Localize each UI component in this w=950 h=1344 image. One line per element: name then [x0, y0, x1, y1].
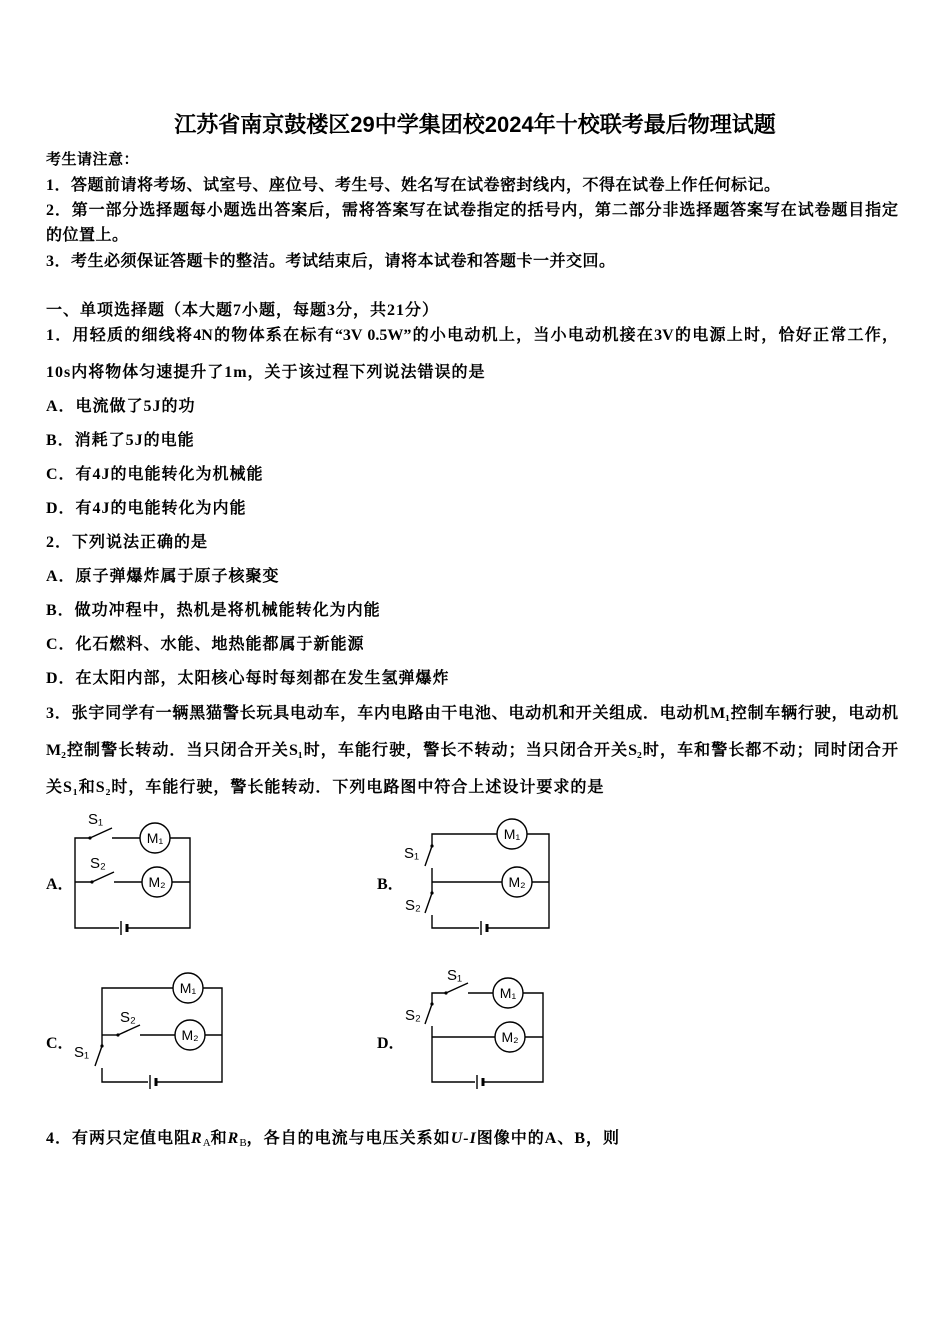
question-4-and: 和 — [210, 1130, 228, 1147]
question-3-option-d-letter: D． — [377, 1035, 405, 1052]
question-3-option-b-letter: B． — [377, 876, 404, 893]
wire — [432, 834, 497, 846]
motor-m1-label: M₁ — [503, 826, 521, 842]
page-title: 江苏省南京鼓楼区29中学集团校2024年十校联考最后物理试题 — [174, 112, 776, 137]
resistor-b-symbol: R — [227, 1130, 240, 1147]
motor-m1-label: M₁ — [499, 985, 517, 1001]
switch-s1-pivot — [444, 991, 447, 994]
question-2-option-b: B．做功冲程中，热机是将机械能转化为内能 — [46, 602, 381, 619]
circuit-d — [405, 967, 543, 1089]
switch-s2-lever — [425, 1004, 432, 1024]
question-3-option-c-letter: C． — [46, 1035, 74, 1052]
wire — [75, 838, 119, 928]
motor-m1-label: M₁ — [146, 830, 164, 846]
switch-s2-pivot — [430, 1002, 433, 1005]
question-2-option-d: D．在太阳内部，太阳核心每时每刻都在发生氢弹爆炸 — [46, 670, 450, 687]
circuit-c — [74, 973, 222, 1089]
wire — [432, 915, 479, 928]
switch-s1-lever — [425, 846, 432, 866]
question-1-option-a: A．电流做了5J的功 — [46, 398, 196, 415]
motor-m2-label: M₂ — [148, 874, 166, 890]
circuit-b — [404, 819, 549, 935]
question-1-option-c: C．有4J的电能转化为机械能 — [46, 466, 264, 483]
switch-s1-lever — [90, 828, 112, 838]
resistor-a-subscript: A — [202, 1137, 211, 1149]
switch-s1-pivot — [88, 836, 91, 839]
wire — [102, 1068, 148, 1082]
resistor-b-subscript: B — [239, 1137, 247, 1149]
notice-item-1: 1．答题前请将考场、试室号、座位号、考生号、姓名写在试卷密封线内，不得在试卷上作任何标记。 — [46, 177, 781, 194]
switch-s1-label: S₁ — [74, 1044, 90, 1061]
notice-heading: 考生请注意： — [46, 152, 140, 168]
question-3-option-a-letter: A． — [46, 876, 74, 893]
switch-s1-lever — [446, 983, 468, 993]
question-3-stem-line-3: 关S₁和S₂时，车能行驶，警长能转动．下列电路图中符合上述设计要求的是 — [46, 779, 605, 796]
motor-m2-label: M₂ — [181, 1027, 199, 1043]
switch-s2-label: S₂ — [405, 1007, 421, 1024]
notice-item-3: 3．考生必须保证答题卡的整洁。考试结束后，请将本试卷和答题卡一并交回。 — [46, 253, 616, 270]
switch-s2-pivot — [430, 891, 433, 894]
switch-s1-pivot — [100, 1044, 103, 1047]
switch-s2-pivot — [116, 1033, 119, 1036]
notice-item-2: 2．第一部分选择题每小题选出答案后，需将答案写在试卷指定的括号内，第二部分非选择题答案写在试卷题目指定 — [46, 202, 898, 219]
wire — [432, 993, 446, 1004]
switch-s1-label: S₁ — [88, 811, 104, 828]
question-2-stem: 2．下列说法正确的是 — [46, 534, 209, 551]
switch-s1-lever — [95, 1046, 102, 1066]
question-4-suffix: 图像中的A、B，则 — [476, 1130, 621, 1147]
motor-m2-label: M₂ — [501, 1029, 519, 1045]
resistor-a-symbol: R — [191, 1130, 203, 1147]
question-1-option-d: D．有4J的电能转化为内能 — [46, 500, 247, 517]
switch-s2-lever — [425, 893, 432, 913]
wire — [432, 1026, 475, 1082]
switch-s2-pivot — [90, 880, 93, 883]
question-1-stem: 1．用轻质的细线将4N的物体系在标有“3V 0.5W”的小电动机上，当小电动机接在3V的电源上时，恰好正常工作， — [46, 327, 898, 344]
graph-type: U-I — [450, 1130, 477, 1147]
question-3-stem-line-2: M₂控制警长转动．当只闭合开关S₁时，车能行驶，警长不转动；当只闭合开关S₂时，车和警长都不动；同时闭合开 — [46, 742, 898, 759]
switch-s1-pivot — [430, 844, 433, 847]
question-2-option-a: A．原子弹爆炸属于原子核聚变 — [46, 568, 280, 585]
switch-s2-label: S₂ — [90, 855, 106, 872]
switch-s1-label: S₁ — [404, 845, 420, 862]
wire — [102, 988, 173, 1046]
question-3-stem: 3．张宇同学有一辆黑猫警长玩具电动车，车内电路由干电池、电动机和开关组成．电动机M₁控制车辆行驶，电动机 — [46, 705, 898, 722]
question-1-stem-continued: 10s内将物体匀速提升了1m，关于该过程下列说法错误的是 — [46, 364, 486, 381]
question-4-prefix: 4．有两只定值电阻 — [46, 1130, 192, 1147]
switch-s2-label: S₂ — [405, 897, 421, 914]
question-4-stem — [46, 1129, 620, 1153]
switch-s2-label: S₂ — [120, 1009, 136, 1026]
question-2-option-c: C．化石燃料、水能、地热能都属于新能源 — [46, 636, 365, 653]
circuit-a — [75, 811, 190, 935]
notice-item-2-continued: 的位置上。 — [46, 227, 129, 244]
motor-m1-label: M₁ — [179, 980, 197, 996]
question-4-middle: ，各自的电流与电压关系如 — [246, 1130, 451, 1147]
switch-s2-lever — [118, 1025, 140, 1035]
motor-m2-label: M₂ — [508, 874, 526, 890]
circuit-diagrams — [0, 790, 950, 1100]
switch-s1-label: S₁ — [447, 967, 463, 984]
question-1-option-b: B．消耗了5J的电能 — [46, 432, 195, 449]
switch-s2-lever — [92, 872, 114, 882]
section-heading: 一、单项选择题（本大题7小题，每题3分，共21分） — [46, 302, 440, 319]
